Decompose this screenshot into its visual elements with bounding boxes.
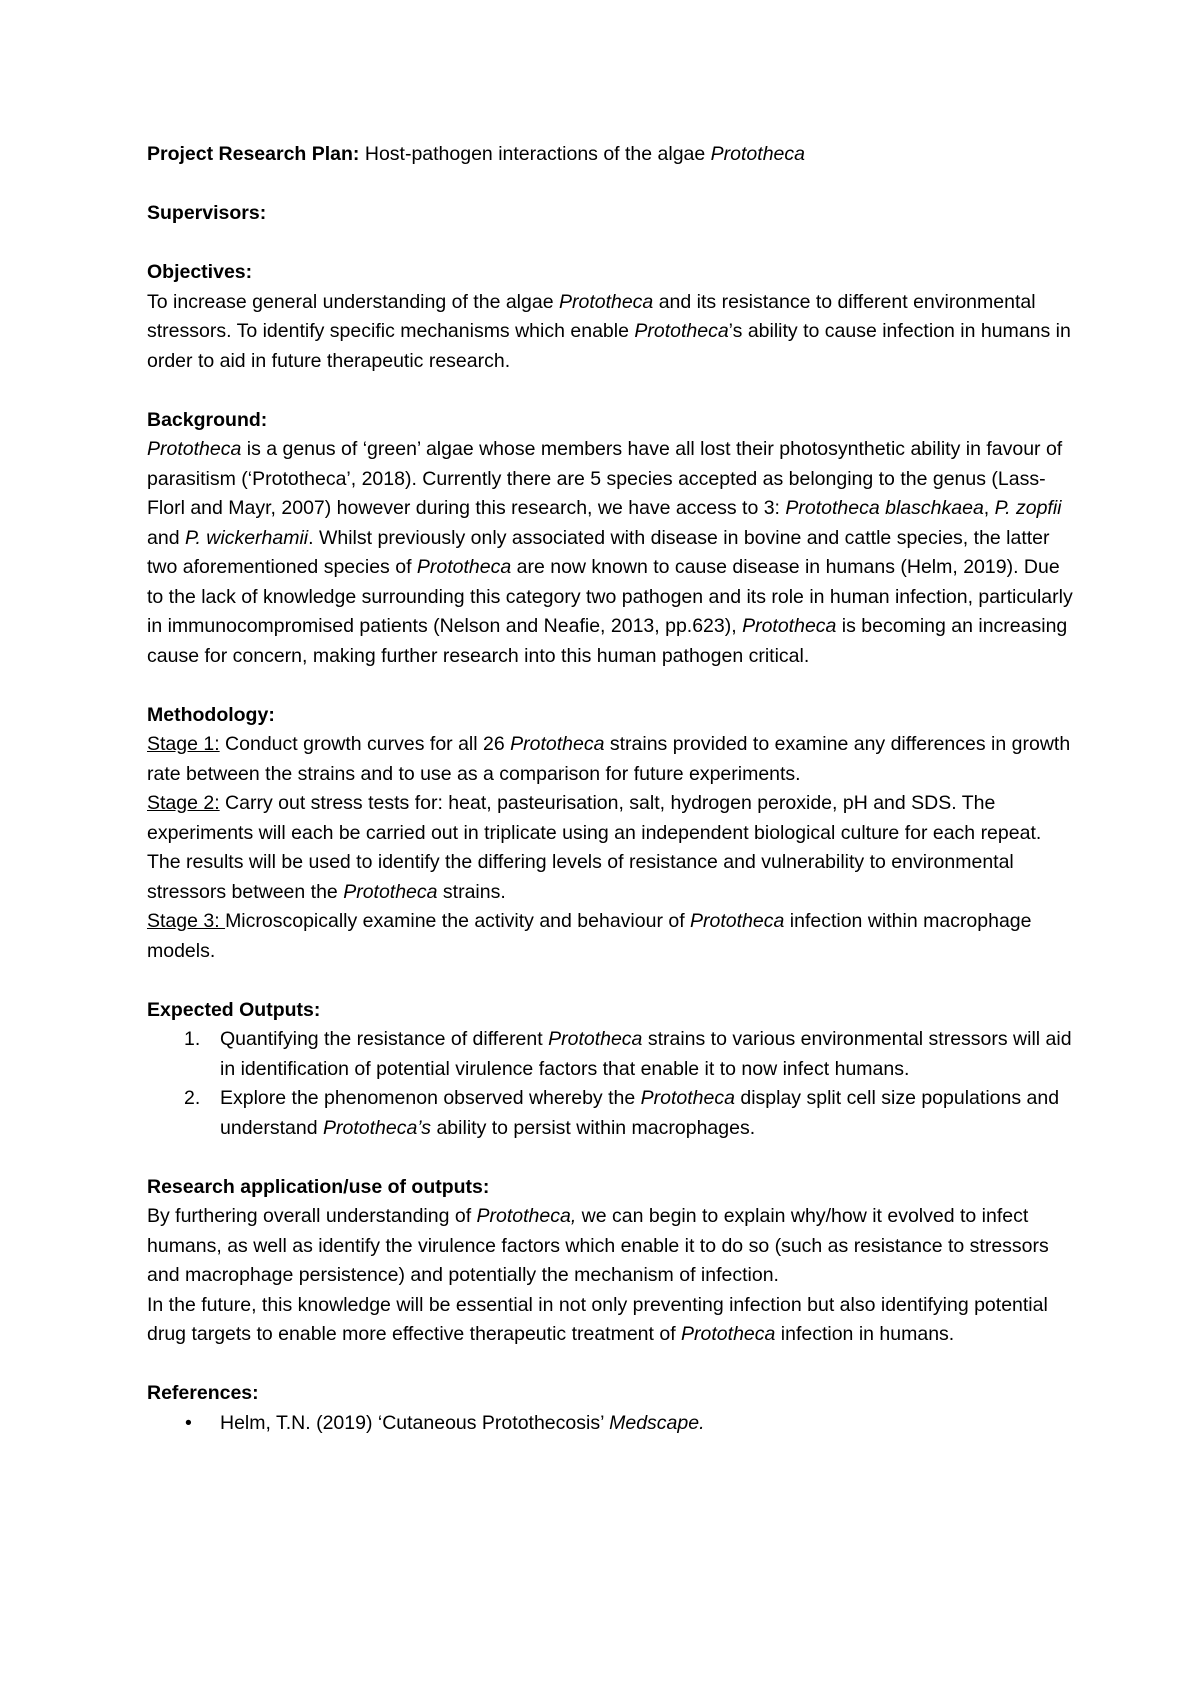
italic-run: Prototheca xyxy=(681,1323,776,1345)
italic-run: Prototheca, xyxy=(476,1205,577,1227)
background-heading: Background: xyxy=(147,408,268,431)
supervisors-heading: Supervisors: xyxy=(147,202,267,224)
text-run: Helm, T.N. (2019) ‘Cutaneous Protothecosis’ xyxy=(220,1411,610,1434)
italic-run: Prototheca xyxy=(147,438,242,460)
expected-outputs-list xyxy=(147,1025,1077,1143)
stage-label: Stage 3: xyxy=(147,910,226,932)
italic-run: Prototheca’s xyxy=(323,1116,432,1139)
text-run: Conduct growth curves for all 26 xyxy=(219,733,511,755)
objectives-paragraph xyxy=(147,288,1077,377)
text-run: are now known to cause disease in humans (Helm, 2019). Due to the lack of knowledge surrounding this category two pathogen and its role in human infection, particularly in immunocompromised patients (Nelson and Neafie, 2013, pp.623), xyxy=(147,556,1073,637)
research-application-paragraph-2 xyxy=(147,1291,1077,1350)
background-paragraph xyxy=(147,435,1077,671)
methodology-stage-1 xyxy=(147,730,1077,789)
expected-outputs-heading: Expected Outputs: xyxy=(147,998,321,1021)
text-run: and xyxy=(147,526,185,549)
text-run: ’s ability to cause infection in humans in order to aid in future therapeutic research. xyxy=(147,320,1071,372)
references-list xyxy=(147,1409,1077,1439)
research-application-paragraph-1 xyxy=(147,1202,1077,1291)
italic-run: Prototheca xyxy=(558,290,654,313)
document-body xyxy=(147,140,1077,1438)
title-italic: Prototheca xyxy=(710,143,805,165)
text-run: In the future, this knowledge will be essential in not only preventing infection but also identifying potential drug targets to enable more effective therapeutic treatment of xyxy=(147,1293,1048,1345)
methodology-stage-3 xyxy=(147,907,1077,966)
italic-run: Prototheca xyxy=(640,1087,735,1109)
text-run: Explore the phenomenon observed whereby the xyxy=(220,1087,641,1109)
stage-label: Stage 2: xyxy=(147,792,220,814)
stage-label: Stage 1: xyxy=(147,733,220,755)
italic-run: Prototheca xyxy=(343,880,438,903)
objectives-heading: Objectives: xyxy=(147,261,253,283)
text-run: strains to various environmental stressors will aid in identification of potential virulence factors that enable it to now infect humans. xyxy=(220,1028,1072,1080)
text-run: and its resistance to different environmental stressors. To identify specific mechanisms which enable xyxy=(147,290,1036,342)
title-label: Project Research Plan: xyxy=(147,143,360,165)
text-run: , xyxy=(983,497,995,519)
text-run: Quantifying the resistance of different xyxy=(220,1028,549,1050)
text-run: . Whilst previously only associated with disease in bovine and cattle species, the latter two aforementioned species of xyxy=(147,526,1050,578)
text-run: display split cell size populations and understand xyxy=(220,1087,1060,1139)
list-item xyxy=(147,1025,1077,1084)
methodology-stage-2 xyxy=(147,789,1077,907)
text-run: strains. xyxy=(437,880,506,903)
document-title xyxy=(147,140,1077,170)
text-run: ability to persist within macrophages. xyxy=(431,1116,756,1139)
text-run: To increase general understanding of the algae xyxy=(147,290,559,313)
italic-run: Prototheca xyxy=(416,556,512,578)
text-run: is becoming an increasing cause for concern, making further research into this human pathogen critical. xyxy=(147,615,1068,667)
title-text: Host-pathogen interactions of the algae xyxy=(359,143,711,165)
text-run: By furthering overall understanding of xyxy=(147,1205,477,1227)
text-run: strains provided to examine any differences in growth rate between the strains and to use as a comparison for future experiments. xyxy=(147,733,1071,785)
list-item xyxy=(147,1084,1077,1143)
italic-run: P. wickerhamii xyxy=(184,526,309,549)
italic-run: Medscape. xyxy=(609,1411,705,1434)
list-number: 2. xyxy=(184,1087,201,1109)
research-application-heading: Research application/use of outputs: xyxy=(147,1175,490,1198)
italic-run: P. zopfii xyxy=(994,497,1062,519)
italic-run: Prototheca xyxy=(510,733,605,755)
italic-run: Prototheca xyxy=(690,910,785,932)
italic-run: Prototheca blaschkaea xyxy=(785,497,984,519)
italic-run: Prototheca xyxy=(634,320,729,342)
text-run: Microscopically examine the activity and behaviour of xyxy=(225,910,691,932)
list-item xyxy=(147,1409,1077,1439)
references-heading: References: xyxy=(147,1382,259,1404)
methodology-heading: Methodology: xyxy=(147,703,275,726)
text-run: infection in humans. xyxy=(775,1323,955,1345)
list-number: 1. xyxy=(184,1028,201,1050)
italic-run: Prototheca xyxy=(548,1028,643,1050)
text-run: is a genus of ‘green’ algae whose members have all lost their photosynthetic ability in favour of parasitism (‘Prototheca’, 2018). Currently there are 5 species accepted as belonging to the genus (Lass-Florl and Mayr, 2007) however during this research, we have access to 3: xyxy=(147,438,1063,519)
italic-run: Prototheca xyxy=(742,615,837,637)
text-run: Carry out stress tests for: heat, pasteurisation, salt, hydrogen peroxide, pH and SDS. The experiments will each be carried out in triplicate using an independent biological culture for each repeat. The results will be used to identify the differing levels of resistance and vulnerability to environmental stressors between the xyxy=(147,792,1042,903)
text-run: infection within macrophage models. xyxy=(147,910,1032,962)
text-run: we can begin to explain why/how it evolved to infect humans, as well as identify the virulence factors which enable it to do so (such as resistance to stressors and macrophage persistence) and potentially the mechanism of infection. xyxy=(147,1205,1049,1286)
bullet-icon: • xyxy=(185,1411,192,1434)
